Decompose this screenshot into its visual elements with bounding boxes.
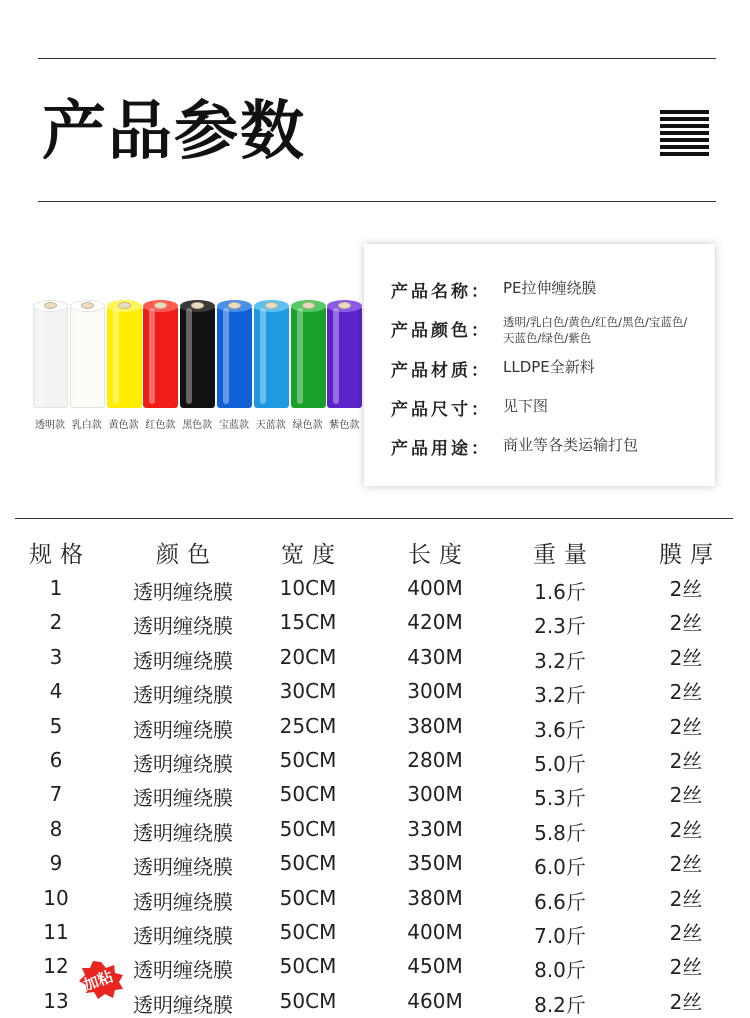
cell-length: 430M <box>407 644 463 669</box>
page-title: 产品参数 <box>42 95 306 169</box>
header-length: 长度 <box>408 542 470 568</box>
info-value-color <box>503 314 703 346</box>
cell-weight: 3.2斤 <box>534 683 586 708</box>
cell-spec: 1 <box>49 576 63 600</box>
cell-thickness: 2丝 <box>669 577 703 601</box>
cell-weight: 5.8斤 <box>534 820 586 845</box>
cell-width: 15CM <box>279 610 337 635</box>
info-value-name: PE拉伸缠绕膜 <box>503 279 597 297</box>
cell-length: 380M <box>407 713 463 738</box>
cell-weight: 6.0斤 <box>534 855 586 880</box>
header-color: 颜色 <box>156 542 218 568</box>
cell-width: 50CM <box>279 816 337 841</box>
roll-label: 绿色款 <box>292 420 323 431</box>
cell-length: 330M <box>407 816 463 841</box>
cell-spec: 13 <box>43 988 69 1013</box>
roll-label: 天蓝款 <box>255 420 286 431</box>
cell-length: 420M <box>407 610 463 635</box>
cell-weight: 8.0斤 <box>534 958 586 983</box>
cell-color: 透明缠绕膜 <box>133 786 233 811</box>
cell-color: 透明缠绕膜 <box>133 648 233 673</box>
header-thickness: 膜厚 <box>659 542 721 568</box>
roll-4 <box>143 298 178 410</box>
cell-color: 透明缠绕膜 <box>133 614 233 639</box>
extra-sticky-badge <box>78 961 124 999</box>
cell-length: 300M <box>407 782 463 807</box>
cell-spec: 6 <box>49 748 63 772</box>
cell-spec: 8 <box>49 816 63 841</box>
roll-2 <box>70 298 105 410</box>
cell-width: 50CM <box>279 954 337 979</box>
info-value-color-line1: 透明/乳白色/黄色/红色/黑色/宝蓝色/ <box>503 315 688 329</box>
roll-1 <box>33 298 68 410</box>
roll-6 <box>217 298 252 410</box>
cell-color: 透明缠绕膜 <box>133 992 233 1017</box>
info-value-usage: 商业等各类运输打包 <box>503 436 639 454</box>
cell-spec: 4 <box>49 679 63 704</box>
info-row-size <box>391 395 548 420</box>
cell-thickness: 2丝 <box>669 886 703 911</box>
cell-length: 400M <box>407 576 463 600</box>
cell-length: 280M <box>407 748 463 772</box>
cell-spec: 7 <box>49 782 63 807</box>
cell-width: 50CM <box>279 851 337 876</box>
color-rolls-image <box>30 298 362 438</box>
cell-color: 透明缠绕膜 <box>133 958 233 983</box>
cell-thickness: 2丝 <box>669 852 703 877</box>
cell-spec: 12 <box>43 954 69 979</box>
cell-weight: 5.3斤 <box>534 786 586 811</box>
cell-width: 20CM <box>279 644 337 669</box>
cell-thickness: 2丝 <box>669 817 703 842</box>
header-width: 宽度 <box>281 542 343 568</box>
cell-weight: 8.2斤 <box>534 992 586 1017</box>
info-row-usage <box>391 434 638 459</box>
cell-width: 50CM <box>279 748 337 772</box>
roll-label: 紫色款 <box>329 420 360 431</box>
roll-3 <box>107 298 142 410</box>
roll-7 <box>254 298 289 410</box>
roll-5 <box>180 298 215 410</box>
cell-spec: 3 <box>49 644 63 669</box>
info-value-color-line2: 天蓝色/绿色/紫色 <box>503 331 592 345</box>
cell-spec: 11 <box>43 920 69 944</box>
cell-color: 透明缠绕膜 <box>133 717 233 742</box>
cell-width: 50CM <box>279 988 337 1013</box>
cell-color: 透明缠绕膜 <box>133 820 233 845</box>
info-label-name: 产品名称： <box>391 282 491 302</box>
cell-weight: 3.6斤 <box>534 717 586 742</box>
cell-width: 25CM <box>279 713 337 738</box>
cell-weight: 5.0斤 <box>534 752 586 776</box>
info-row-color <box>391 314 703 346</box>
cell-spec: 5 <box>49 713 63 738</box>
cell-thickness: 2丝 <box>669 783 703 808</box>
cell-length: 350M <box>407 851 463 876</box>
cell-weight: 6.6斤 <box>534 889 586 914</box>
cell-color: 透明缠绕膜 <box>133 855 233 880</box>
roll-label: 宝蓝款 <box>219 420 249 431</box>
header-weight: 重量 <box>533 542 595 568</box>
cell-weight: 7.0斤 <box>534 924 586 948</box>
cell-color: 透明缠绕膜 <box>133 924 233 948</box>
cell-thickness: 2丝 <box>669 611 703 636</box>
cell-thickness: 2丝 <box>669 714 703 739</box>
info-label-size: 产品尺寸： <box>391 400 491 420</box>
roll-9 <box>327 298 362 410</box>
roll-8 <box>291 298 326 410</box>
info-label-color: 产品颜色： <box>391 321 491 341</box>
info-label-usage: 产品用途： <box>391 439 491 459</box>
badge-text: 加粘 <box>80 967 116 995</box>
cell-length: 400M <box>407 920 463 944</box>
cell-color: 透明缠绕膜 <box>133 683 233 708</box>
cell-thickness: 2丝 <box>669 645 703 670</box>
cell-color: 透明缠绕膜 <box>133 752 233 776</box>
roll-label: 乳白款 <box>71 420 102 431</box>
cell-width: 10CM <box>279 576 337 600</box>
menu-lines-icon <box>660 110 709 158</box>
cell-width: 30CM <box>279 679 337 704</box>
cell-spec: 10 <box>43 885 69 910</box>
cell-length: 300M <box>407 679 463 704</box>
info-row-name <box>391 277 597 302</box>
top-divider <box>38 58 716 59</box>
info-row-material <box>391 356 595 381</box>
cell-weight: 3.2斤 <box>534 648 586 673</box>
cell-weight: 2.3斤 <box>534 614 586 639</box>
cell-spec: 2 <box>49 610 63 635</box>
cell-weight: 1.6斤 <box>534 580 586 604</box>
table-top-divider <box>15 518 733 519</box>
cell-thickness: 2丝 <box>669 680 703 705</box>
cell-length: 450M <box>407 954 463 979</box>
info-label-material: 产品材质： <box>391 361 491 381</box>
cell-length: 460M <box>407 988 463 1013</box>
cell-width: 50CM <box>279 920 337 944</box>
header-divider <box>38 201 716 202</box>
roll-label: 黄色款 <box>108 420 139 431</box>
cell-width: 50CM <box>279 782 337 807</box>
cell-width: 50CM <box>279 885 337 910</box>
roll-label: 黑色款 <box>182 420 213 431</box>
cell-thickness: 2丝 <box>669 955 703 980</box>
cell-thickness: 2丝 <box>669 989 703 1014</box>
info-value-material: LLDPE全新料 <box>503 358 595 376</box>
cell-thickness: 2丝 <box>669 749 703 773</box>
info-value-size: 见下图 <box>503 397 549 415</box>
roll-label: 红色款 <box>145 420 176 431</box>
roll-label: 透明款 <box>35 420 65 431</box>
product-info-card <box>364 244 715 486</box>
header-spec: 规格 <box>29 542 91 568</box>
cell-color: 透明缠绕膜 <box>133 580 233 604</box>
cell-spec: 9 <box>49 851 63 876</box>
cell-length: 380M <box>407 885 463 910</box>
cell-thickness: 2丝 <box>669 921 703 945</box>
cell-color: 透明缠绕膜 <box>133 889 233 914</box>
